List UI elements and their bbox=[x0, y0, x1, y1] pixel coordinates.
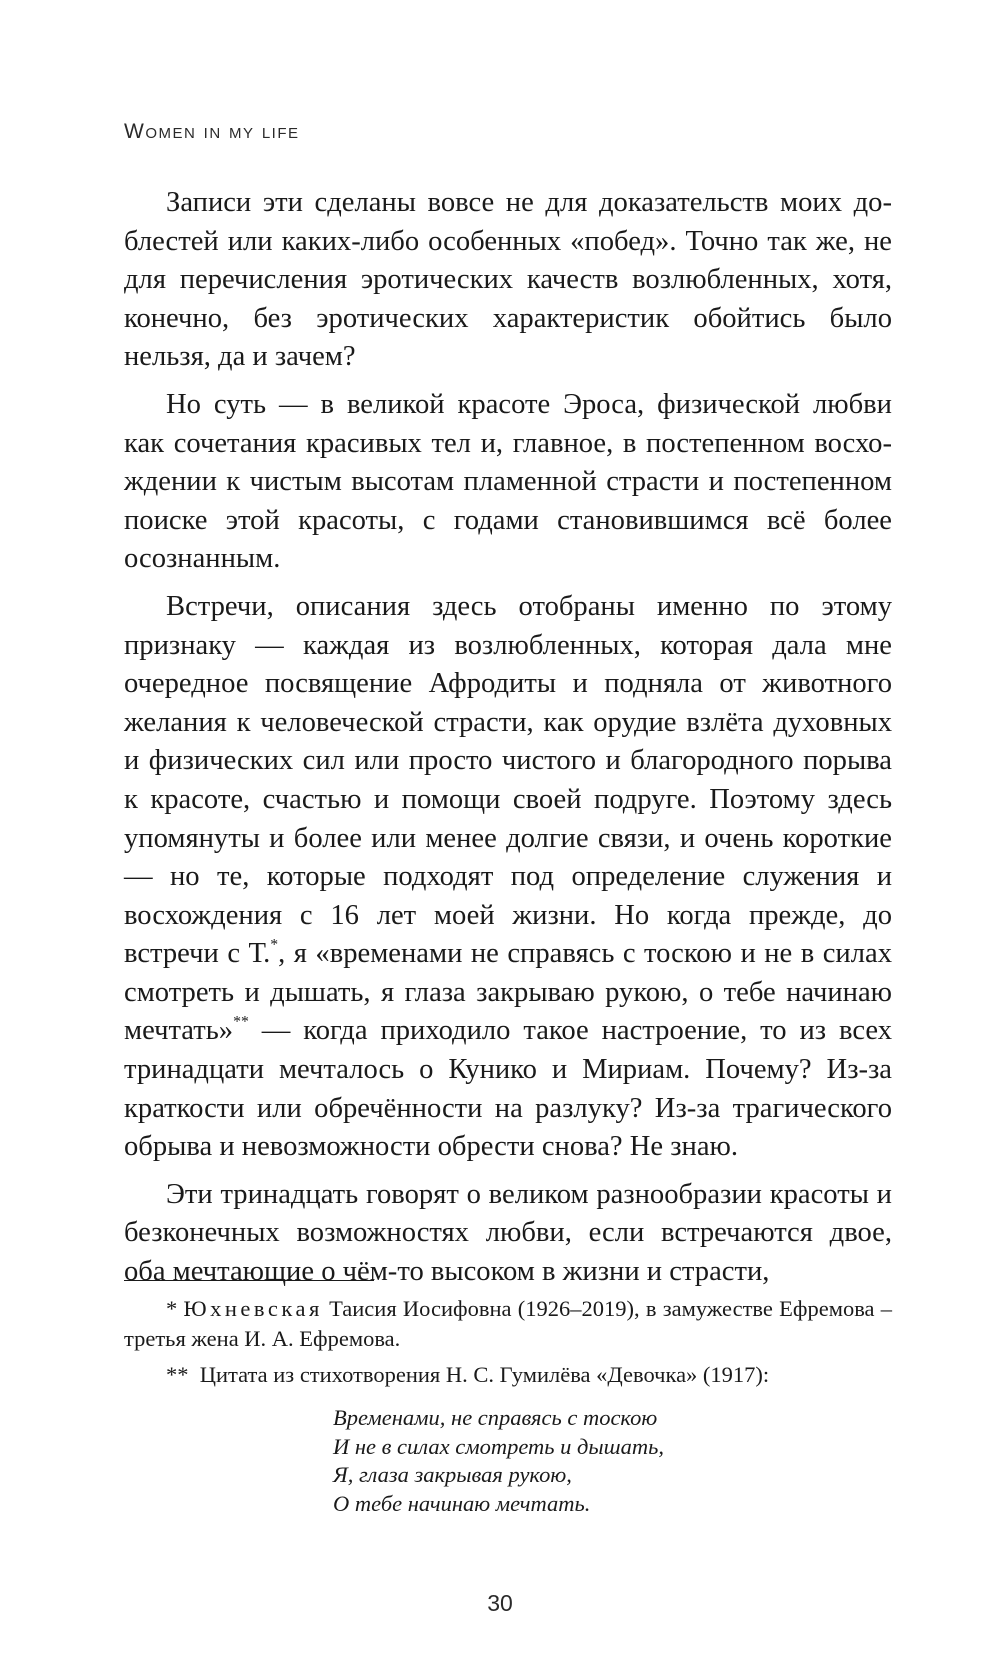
body-text bbox=[124, 184, 892, 1292]
paragraph bbox=[124, 588, 892, 1167]
footnote-ref: * bbox=[270, 936, 279, 954]
footnote-text: Таисия Иосифовна (1926–2019), в замужестве Ефремова – третья жена И. А. Ефремова. bbox=[124, 1296, 893, 1351]
poem-line: И не в силах смотреть и дышать, bbox=[333, 1433, 664, 1459]
page-number: 30 bbox=[487, 1590, 513, 1616]
footnotes bbox=[124, 1294, 892, 1518]
poem-quote bbox=[333, 1404, 892, 1518]
paragraph: Эти тринадцать говорят о великом разнообразии красоты и безконечных возможностях любви, если встречаются двое, оба мечтающие о чём-то высоком в жизни и страсти, bbox=[124, 1178, 892, 1288]
footnote-marker: ** bbox=[166, 1362, 189, 1387]
running-head: Women in my life bbox=[124, 120, 300, 143]
footnote-name: Юхневская bbox=[183, 1296, 323, 1321]
footnote-ref: ** bbox=[233, 1013, 249, 1031]
paragraph: Но суть — в великой красоте Эроса, физической любви как сочетания красивых тел и, главное, в постепенном восхождении к чистым высотам пламенной страсти и постепенном поиске этой красоты, с годами становившимся всё более осознанным. bbox=[124, 388, 892, 575]
footnote-divider bbox=[124, 1280, 374, 1281]
footnote-marker: * bbox=[166, 1296, 178, 1321]
paragraph-text: — когда приходило такое настроение, то из всех тринадцати мечталось о Кунико и Мириам. Почему? Из-за краткости или обречённости на разлуку? Из-за трагического обрыва и невозможности обрести снова? Не знаю. bbox=[124, 1015, 892, 1163]
footnote bbox=[124, 1294, 892, 1354]
paragraph: Записи эти сделаны вовсе не для доказательств моих доблестей или каких-либо особенных «побед». Точно так же, не для перечисления эротических качеств возлюбленных, хотя, конечно, без эротических характеристик обойтись было нельзя, да и зачем? bbox=[124, 187, 892, 373]
poem-line: О тебе начинаю мечтать. bbox=[333, 1490, 591, 1516]
footnote bbox=[124, 1360, 892, 1390]
footnote-text: Цитата из стихотворения Н. С. Гумилёва «Девочка» (1917): bbox=[199, 1362, 770, 1387]
paragraph-text: Встречи, описания здесь отобраны именно по этому признаку — каждая из возлюбленных, которая дала мне очередное посвящение Афродиты и подняла от животного желания к человеческой страсти, как орудие взлёта духовных и физических сил или просто чистого и благородного порыва к красоте, счастью и помощи своей подруге. Поэтому здесь упомянуты и более или менее долгие связи, и очень короткие — но те, которые подходят под определение служения и восхождения с 16 лет моей жизни. Но когда прежде, до встречи с Т. bbox=[124, 590, 892, 970]
poem-line: Временами, не справясь с тоскою bbox=[333, 1405, 658, 1430]
poem-line: Я, глаза закрывая рукою, bbox=[333, 1462, 572, 1487]
paragraph-text: , я «временами не справясь с тоскою и не в силах смотреть и дышать, я глаза закрываю рукою, о тебе начинаю мечтать» bbox=[124, 938, 892, 1047]
